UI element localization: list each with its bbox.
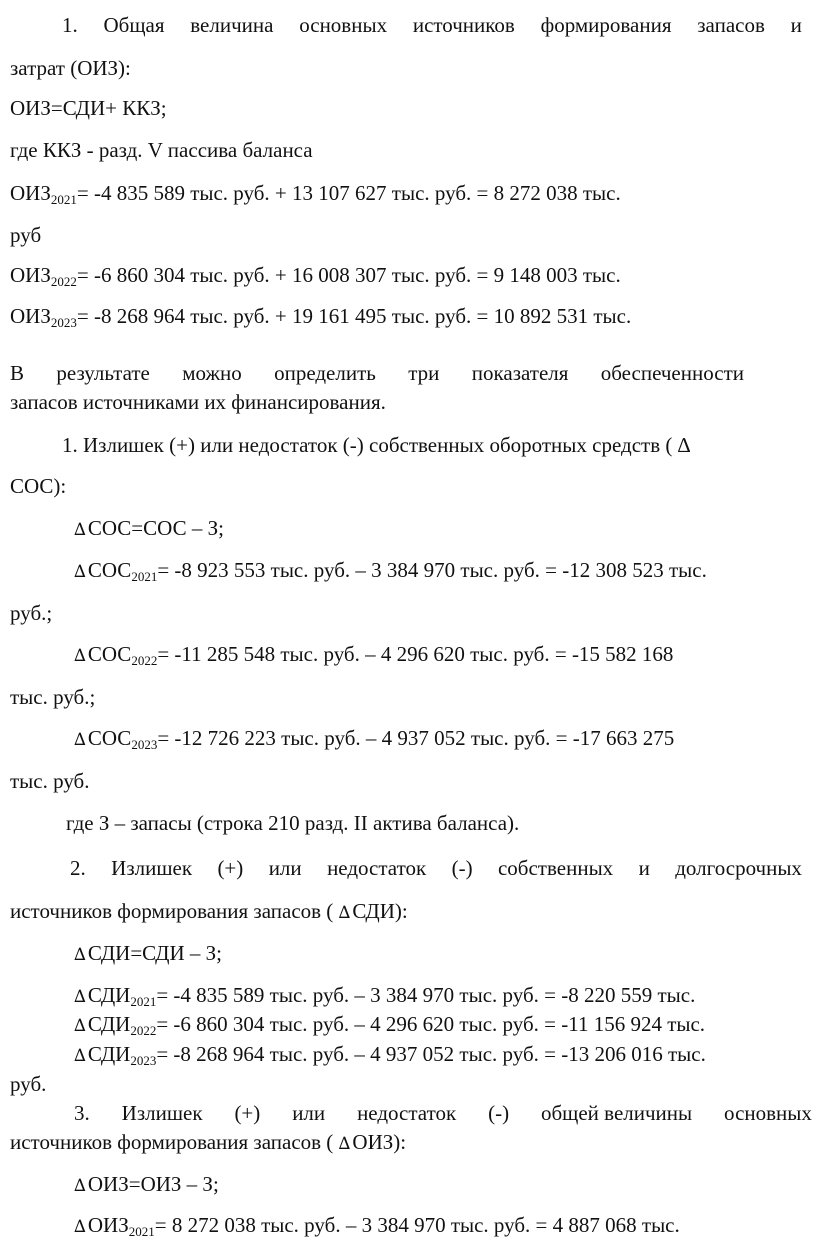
delta-symbol: ∆ [338, 903, 351, 923]
word: показателя [471, 361, 569, 385]
text: СОС [87, 558, 132, 582]
text: СОС [87, 726, 132, 750]
text: СДИ): [352, 899, 408, 923]
text: СДИ=СДИ – З; [87, 941, 222, 965]
text: запасов источниками их финансирования. [10, 390, 386, 414]
formula-line-oiz-2023 [10, 303, 631, 336]
subscript-year: 2022 [50, 274, 77, 289]
text: СДИ [87, 1012, 131, 1036]
text: руб.; [10, 601, 53, 625]
delta-symbol: ∆ [74, 1217, 86, 1237]
text: ОИЗ [87, 1213, 129, 1237]
text: ОИЗ [10, 181, 51, 205]
text-line [10, 222, 41, 248]
text-line [66, 810, 519, 836]
text: = -12 726 223 тыс. руб. – 4 937 052 тыс. руб. = -17 663 275 [157, 726, 675, 750]
text: = -4 835 589 тыс. руб. + 13 107 627 тыс. руб. = 8 272 038 тыс. [76, 181, 621, 205]
text: СОС=СОС – З; [87, 516, 224, 540]
word: недостаток [327, 856, 427, 880]
word: основных [724, 1101, 812, 1125]
subscript-year: 2022 [131, 653, 158, 668]
delta-symbol: ∆ [74, 1046, 86, 1066]
text: тыс. руб. [10, 769, 90, 793]
text-line [10, 137, 313, 163]
word: и [638, 856, 650, 880]
formula-line-soc-2023 [74, 725, 674, 758]
text-line [10, 1129, 406, 1157]
subscript-year: 2022 [130, 1023, 157, 1038]
text: источников формирования запасов ( [10, 899, 339, 923]
text: ОИЗ): [352, 1130, 407, 1154]
text-line [10, 1071, 46, 1097]
word: три [408, 361, 440, 385]
text: где ККЗ - разд. V пассива баланса [10, 138, 313, 162]
text: = -8 923 553 тыс. руб. – 3 384 970 тыс. руб. = -12 308 523 тыс. [157, 558, 707, 582]
formula-line-sdi-2022 [74, 1011, 705, 1044]
text: СОС): [10, 474, 67, 498]
text: = -11 285 548 тыс. руб. – 4 296 620 тыс. руб. = -15 582 168 [157, 642, 674, 666]
word: (+) [234, 1101, 261, 1125]
word: формирования [540, 13, 672, 37]
text: ОИЗ=ОИЗ – З; [87, 1172, 219, 1196]
formula-line-oiz-delta-2021 [74, 1212, 680, 1245]
subscript-year: 2023 [50, 315, 77, 330]
delta-symbol: ∆ [74, 562, 86, 582]
word: можно [182, 361, 242, 385]
word: В [10, 361, 25, 385]
text: руб [10, 223, 42, 247]
subscript-year: 2021 [50, 192, 77, 207]
section-1-heading [62, 432, 690, 458]
text-line [10, 684, 95, 710]
word: источников [412, 13, 515, 37]
text: СДИ [87, 983, 131, 1007]
text: тыс. руб.; [10, 685, 96, 709]
subscript-year: 2021 [131, 569, 158, 584]
delta-symbol: ∆ [74, 987, 86, 1007]
text: = -8 268 964 тыс. руб. – 4 937 052 тыс. руб. = -13 206 016 тыс. [156, 1042, 706, 1066]
formula-line [74, 940, 222, 968]
formula-line-oiz-2022 [10, 262, 621, 295]
text: источников формирования запасов ( [10, 1130, 339, 1154]
word: (-) [451, 856, 473, 880]
formula-line [74, 515, 224, 543]
formula-line [74, 1171, 219, 1199]
word: 1. [62, 13, 78, 37]
word: и [790, 13, 802, 37]
text: СОС [87, 642, 132, 666]
text: = -6 860 304 тыс. руб. – 4 296 620 тыс. руб. = -11 156 924 тыс. [156, 1012, 706, 1036]
word: или [292, 1101, 326, 1125]
delta-symbol: ∆ [338, 1134, 351, 1154]
delta-symbol: ∆ [74, 646, 86, 666]
text-line [10, 898, 408, 926]
subscript-year: 2021 [128, 1224, 155, 1239]
delta-symbol: ∆ [74, 520, 86, 540]
delta-symbol: ∆ [74, 945, 86, 965]
delta-symbol: ∆ [74, 1016, 86, 1036]
word: Общая [103, 13, 165, 37]
word: Излишек [111, 856, 193, 880]
text-line [10, 768, 90, 794]
formula-line-soc-2022 [74, 641, 673, 674]
section-3-heading [74, 1100, 812, 1126]
word: определить [274, 361, 376, 385]
text-line [10, 55, 131, 81]
word: или [268, 856, 302, 880]
text: 1. Излишек (+) или недостаток (-) собственных оборотных средств ( ∆ [62, 433, 691, 457]
text: = -4 835 589 тыс. руб. – 3 384 970 тыс. руб. = -8 220 559 тыс. [156, 983, 696, 1007]
text: где З – запасы (строка 210 разд. II актива баланса). [66, 811, 520, 835]
text: = 8 272 038 тыс. руб. – 3 384 970 тыс. руб. = 4 887 068 тыс. [154, 1213, 680, 1237]
text: = -8 268 964 тыс. руб. + 19 161 495 тыс. руб. = 10 892 531 тыс. [76, 304, 632, 328]
text: ОИЗ [10, 304, 51, 328]
text: затрат (ОИЗ): [10, 56, 131, 80]
word: недостаток [357, 1101, 457, 1125]
formula-line [10, 95, 167, 121]
subscript-year: 2023 [130, 1053, 157, 1068]
formula-line-soc-2021 [74, 557, 707, 590]
text: ОИЗ=СДИ+ ККЗ; [10, 96, 167, 120]
word: долгосрочных [675, 856, 802, 880]
word: величина [190, 13, 274, 37]
paragraph-line [10, 360, 744, 386]
word: собственных [497, 856, 614, 880]
text-line [10, 600, 52, 626]
section-2-heading [70, 855, 802, 881]
text: руб. [10, 1072, 47, 1096]
word: общей величины [540, 1101, 693, 1125]
word: обеспеченности [600, 361, 744, 385]
delta-symbol: ∆ [74, 1176, 86, 1196]
text: ОИЗ [10, 263, 51, 287]
subscript-year: 2023 [131, 737, 158, 752]
word: (-) [488, 1101, 510, 1125]
text: СДИ [87, 1042, 131, 1066]
word: Излишек [121, 1101, 203, 1125]
delta-symbol: ∆ [74, 730, 86, 750]
word: (+) [217, 856, 244, 880]
subscript-year: 2021 [130, 994, 157, 1009]
text: = -6 860 304 тыс. руб. + 16 008 307 тыс. руб. = 9 148 003 тыс. [76, 263, 621, 287]
word: результате [56, 361, 150, 385]
word: 2. [70, 856, 86, 880]
text-line [10, 389, 386, 415]
paragraph-1-heading-line [62, 12, 802, 38]
word: запасов [697, 13, 765, 37]
formula-line-oiz-2021 [10, 180, 621, 213]
formula-line-sdi-2023 [74, 1041, 706, 1074]
word: 3. [74, 1101, 90, 1125]
text-line [10, 473, 66, 499]
word: основных [299, 13, 388, 37]
